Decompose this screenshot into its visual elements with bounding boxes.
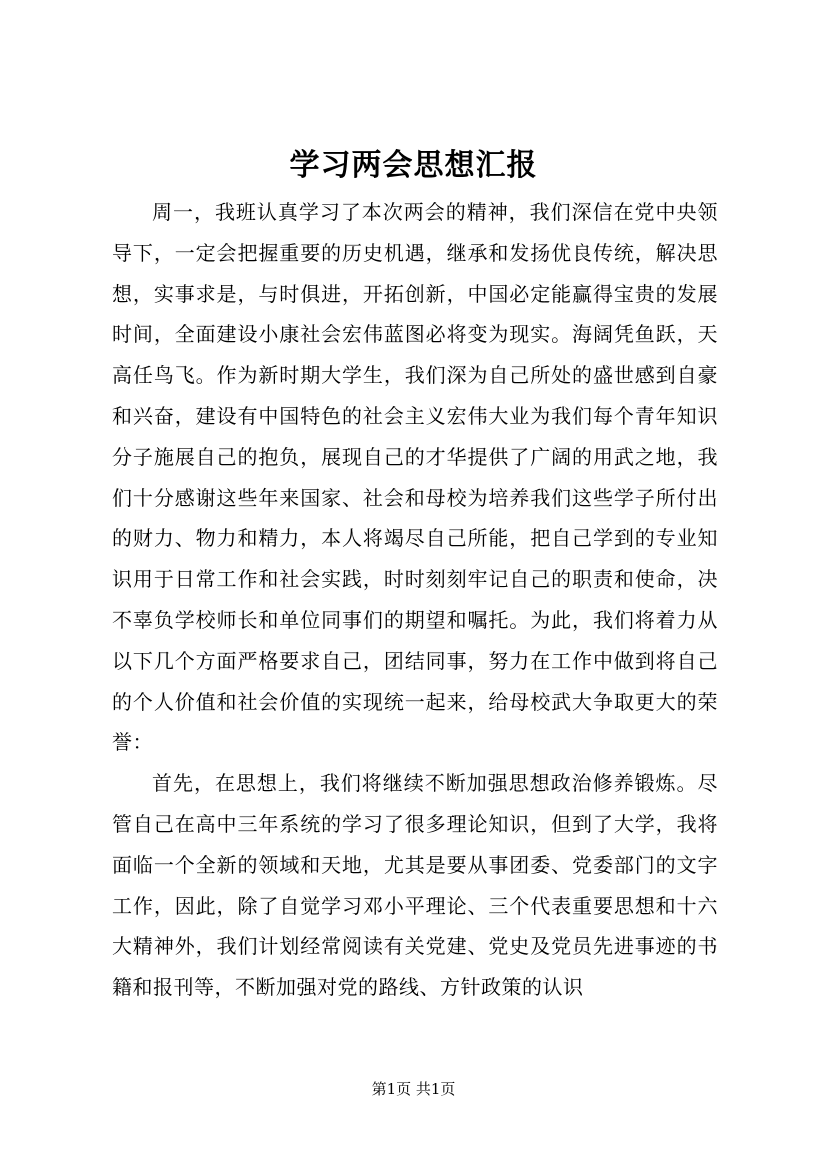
paragraph-1: 周一，我班认真学习了本次两会的精神，我们深信在党中央领导下，一定会把握重要的历史机遇，继承和发扬优良传统，解决思想，实事求是，与时俱进，开拓创新，中国必定能赢得宝贵的发展时间，全面建设小康社会宏伟蓝图必将变为现实。海阔凭鱼跃，天高任鸟飞。作为新时期大学生，我们深为自己所处的盛世感到自豪和兴奋，建设有中国特色的社会主义宏伟大业为我们每个青年知识分子施展自己的抱负，展现自己的才华提供了广阔的用武之地，我们十分感谢这些年来国家、社会和母校为培养我们这些学子所付出的财力、物力和精力，本人将竭尽自己所能，把自己学到的专业知识用于日常工作和社会实践，时时刻刻牢记自己的职责和使命，决不辜负学校师长和单位同事们的期望和嘱托。为此，我们将着力从以下几个方面严格要求自己，团结同事，努力在工作中做到将自己的个人价值和社会价值的实现统一起来，给母校武大争取更大的荣誉： xyxy=(112,200,718,755)
paragraph-2: 首先，在思想上，我们将继续不断加强思想政治修养锻炼。尽管自己在高中三年系统的学习了很多理论知识，但到了大学，我将面临一个全新的领域和天地，尤其是要从事团委、党委部门的文字工作，因此，除了自觉学习邓小平理论、三个代表重要思想和十六大精神外，我们计划经常阅读有关党建、党史及党员先进事迹的书籍和报刊等，不断加强对党的路线、方针政策的认识 xyxy=(112,771,718,1000)
page-number-footer: 第1页 共1页 xyxy=(371,1080,456,1098)
page-title: 学习两会思想汇报 xyxy=(289,148,538,183)
document-body xyxy=(112,192,718,1008)
